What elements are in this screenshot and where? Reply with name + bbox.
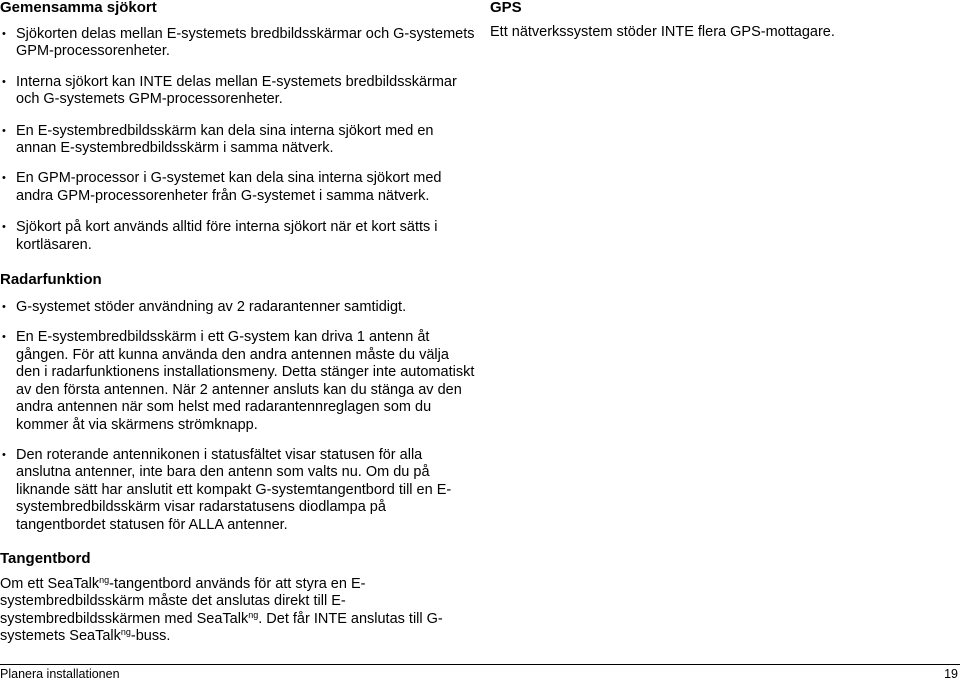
radar-list [0,299,476,534]
list-item: • Interna sjökort kan INTE delas mellan E-systemets bredbildsskärmar och G-systemets GPM-processorenheter. [0,74,476,109]
tangentbord-paragraph [0,576,462,646]
heading-tangentbord: Tangentbord [0,549,91,567]
superscript: ng [120,627,131,638]
list-item: • En E-systembredbildsskärm i ett G-system kan driva 1 antenn åt gången. För att kunna använda den andra antennen måste du välja den i radarfunktionens installationsmeny. Detta stänger inte automatiskt av den första antennen. När 2 antenner ansluts kan du stänga av den andra antennen när som helst med radarantennreglagen som du kommer åt via skärmens strömknapp. [0,329,476,433]
list-item: • G-systemet stöder användning av 2 radarantenner samtidigt. [0,299,476,316]
text-segment: -buss. [130,628,171,645]
superscript: ng [99,574,110,585]
text-segment: Om ett SeaTalk [0,575,100,592]
gps-paragraph: Ett nätverkssystem stöder INTE flera GPS-mottagare. [490,24,835,40]
right-column [490,0,950,41]
list-item: • Den roterande antennikonen i statusfältet visar statusen för alla anslutna antenner, inte bara den antenn som valts nu. Om du på liknande sätt har anslutit ett kompakt G-systemtangentbord till en E-systembredbildsskärm visar radarstatusens diodlampa på tangentbordet statusen för ALLA antenner. [0,447,476,534]
list-item: • Sjökort på kort används alltid före interna sjökort när et kort sätts i kortläsaren. [0,219,476,254]
list-item: • En E-systembredbildsskärm kan dela sina interna sjökort med en annan E-systembredbildsskärm i samma nätverk. [0,123,476,158]
left-column [0,0,476,646]
footer-title: Planera installationen [0,667,120,681]
heading-radarfunktion: Radarfunktion [0,271,102,289]
page-footer [0,664,960,682]
heading-gemensamma-sjokort: Gemensamma sjökort [0,0,157,16]
page-number: 19 [944,667,958,681]
text-segment: -tangentbord används för att styra en E-systembredbildsskärm måste det anslutas direkt till E-systembredbildsskärmen med SeaTalk [0,575,366,627]
heading-gps: GPS [490,0,522,16]
superscript: ng [248,609,259,620]
list-item: • En GPM-processor i G-systemet kan dela sina interna sjökort med andra GPM-processorenheter från G-systemet i samma nätverk. [0,170,476,205]
gemensamma-list [0,26,476,254]
text-segment: . Det får INTE anslutas till G-systemets SeaTalk [0,610,443,645]
list-item: • Sjökorten delas mellan E-systemets bredbildsskärmar och G-systemets GPM-processorenheter. [0,26,476,61]
